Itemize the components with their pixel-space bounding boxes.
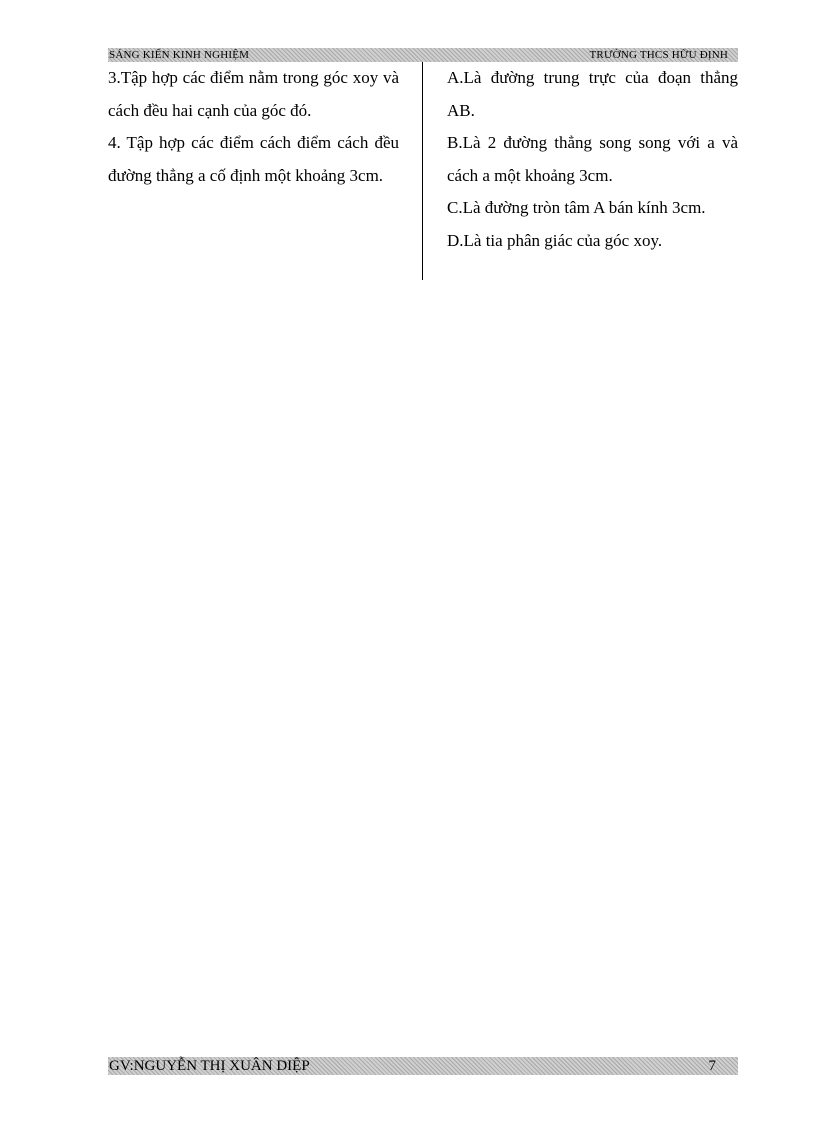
left-column [108,62,399,192]
footer-author: GV:NGUYỄN THỊ XUÂN DIỆP [109,1058,310,1074]
page-footer [108,1057,738,1075]
header-title: SÁNG KIẾN KINH NGHIỆM [109,49,250,61]
statement-4: 4. Tập hợp các điểm cách điểm cách đều đường thẳng a cố định một khoảng 3cm. [108,133,399,185]
option-d: D.Là tia phân giác của góc xoy. [447,230,663,250]
page-number: 7 [708,1058,716,1074]
header-school: TRƯỜNG THCS HỮU ĐỊNH [589,49,728,61]
option-a: A.Là đường trung trực của đoạn thẳng AB. [447,68,738,120]
right-column [447,62,738,257]
statement-3: 3.Tập hợp các điểm nằm trong góc xoy và cách đều hai cạnh của góc đó. [108,68,399,120]
page-header [108,48,738,62]
option-b: B.Là 2 đường thẳng song song với a và cách a một khoảng 3cm. [447,133,738,185]
option-c: C.Là đường tròn tâm A bán kính 3cm. [447,198,706,217]
column-divider [422,62,423,280]
